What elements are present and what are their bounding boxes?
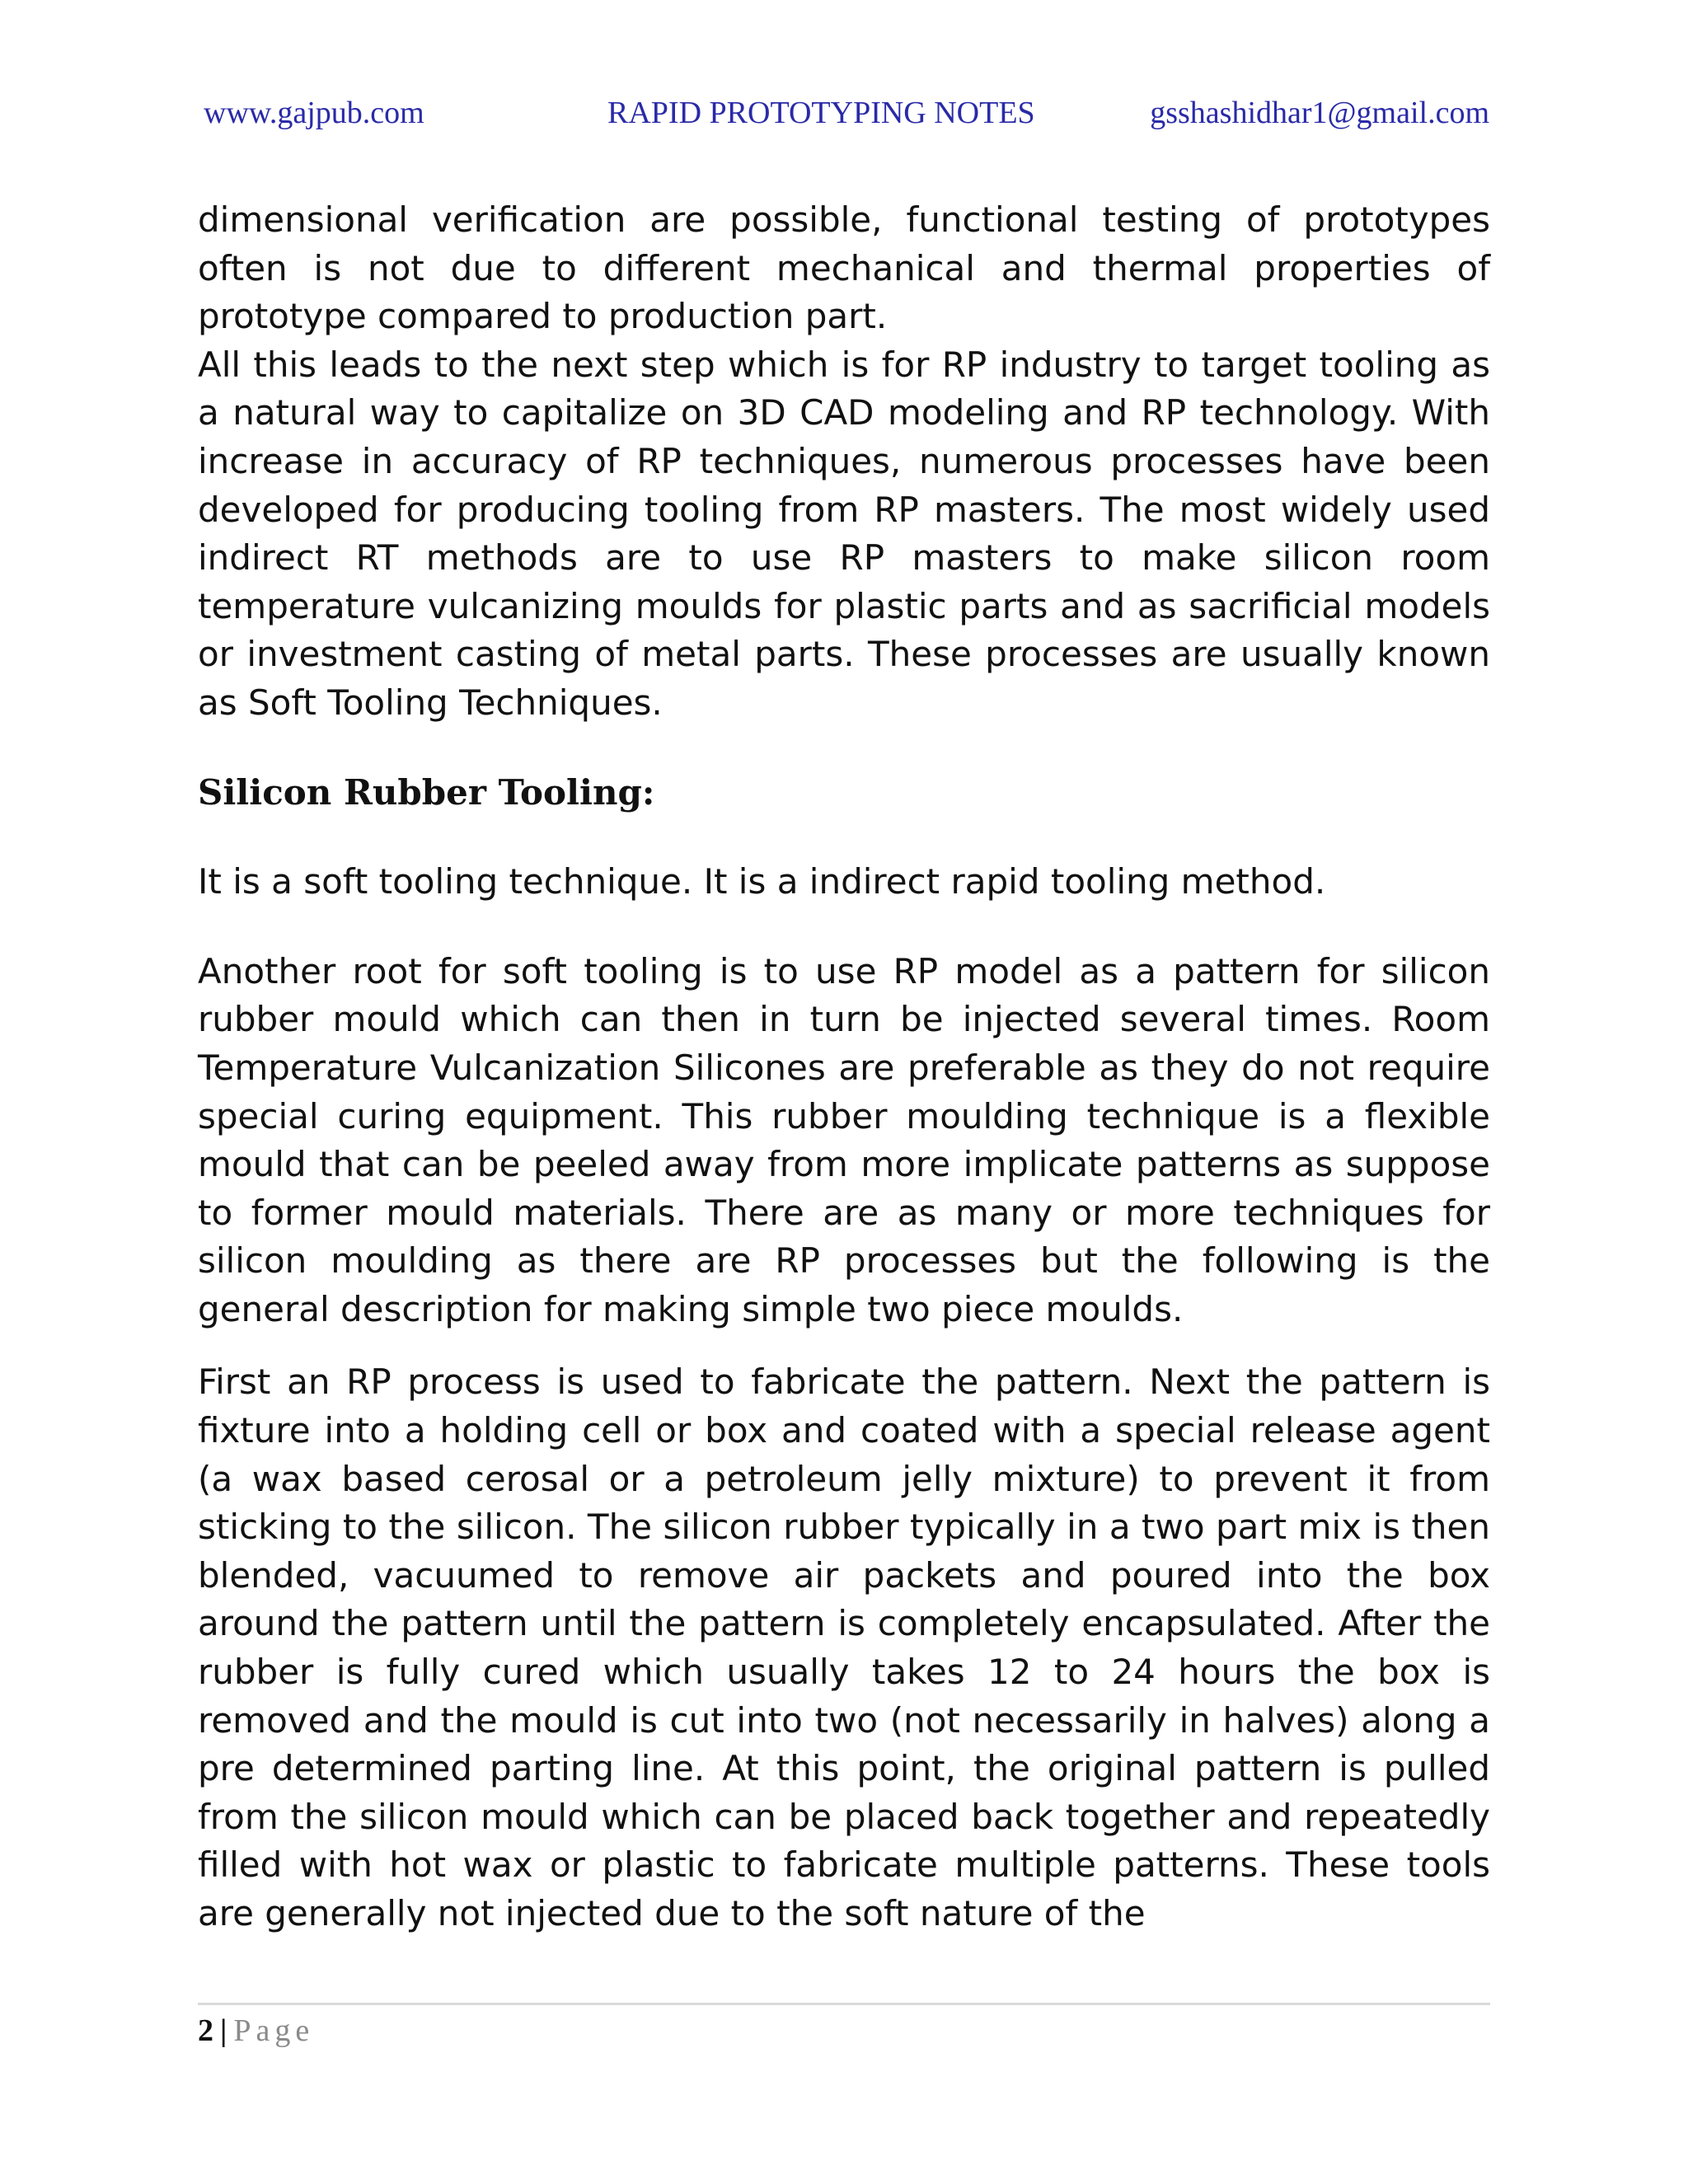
paragraph-soft-tooling-definition: It is a soft tooling technique. It is a indirect rapid tooling method. xyxy=(198,861,1326,902)
document-body xyxy=(198,196,1490,1938)
footer-separator: | xyxy=(220,2013,227,2048)
page-header xyxy=(204,95,1489,139)
paragraph-intro-continuation: dimensional verification are possible, functional testing of prototypes often is not due to different mechanical and thermal properties of prototype compared to production part. xyxy=(198,199,1490,337)
paragraph-silicon-rubber-mould: Another root for soft tooling is to use RP model as a pattern for silicon rubber mould which can then in turn be injected several times. Room Temperature Vulcanization Silicones are preferable as they do not require special curing equipment. This rubber moulding technique is a flexible mould that can be peeled away from more implicate patterns as suppose to former mould materials. There are as many or more techniques for silicon moulding as there are RP processes but the following is the general description for making simple two piece moulds. xyxy=(198,950,1490,1329)
header-website-link[interactable]: www.gajpub.com xyxy=(204,96,424,130)
paragraph-rp-tooling: All this leads to the next step which is for RP industry to target tooling as a natural way to capitalize on 3D CAD modeling and RP technology. With increase in accuracy of RP techniques, numerous processes have been developed for producing tooling from RP masters. The most widely used indirect RT methods are to use RP masters to make silicon room temperature vulcanizing moulds for plastic parts and as sacrificial models or investment casting of metal parts. These processes are usually known as Soft Tooling Techniques. xyxy=(198,344,1490,723)
page-footer xyxy=(198,2013,314,2049)
header-email-link[interactable]: gsshashidhar1@gmail.com xyxy=(1150,96,1489,130)
section-heading-silicon-rubber-tooling: Silicon Rubber Tooling: xyxy=(198,771,655,813)
footer-divider xyxy=(198,2003,1490,2005)
header-document-title: RAPID PROTOTYPING NOTES xyxy=(607,96,1035,130)
page-number: 2 xyxy=(198,2013,213,2048)
paragraph-mould-process: First an RP process is used to fabricate the pattern. Next the pattern is fixture into a holding cell or box and coated with a special release agent (a wax based cerosal or a petroleum jelly mixture) to prevent it from sticking to the silicon. The silicon rubber typically in a two part mix is then blended, vacuumed to remove air packets and poured into the box around the pattern until the pattern is completely encapsulated. After the rubber is fully cured which usually takes 12 to 24 hours the box is removed and the mould is cut into two (not necessarily in halves) along a pre determined parting line. At this point, the original pattern is pulled from the silicon mould which can be placed back together and repeatedly filled with hot wax or plastic to fabricate multiple patterns. These tools are generally not injected due to the soft nature of the xyxy=(198,1361,1490,1933)
page-label: Page xyxy=(233,2013,315,2048)
